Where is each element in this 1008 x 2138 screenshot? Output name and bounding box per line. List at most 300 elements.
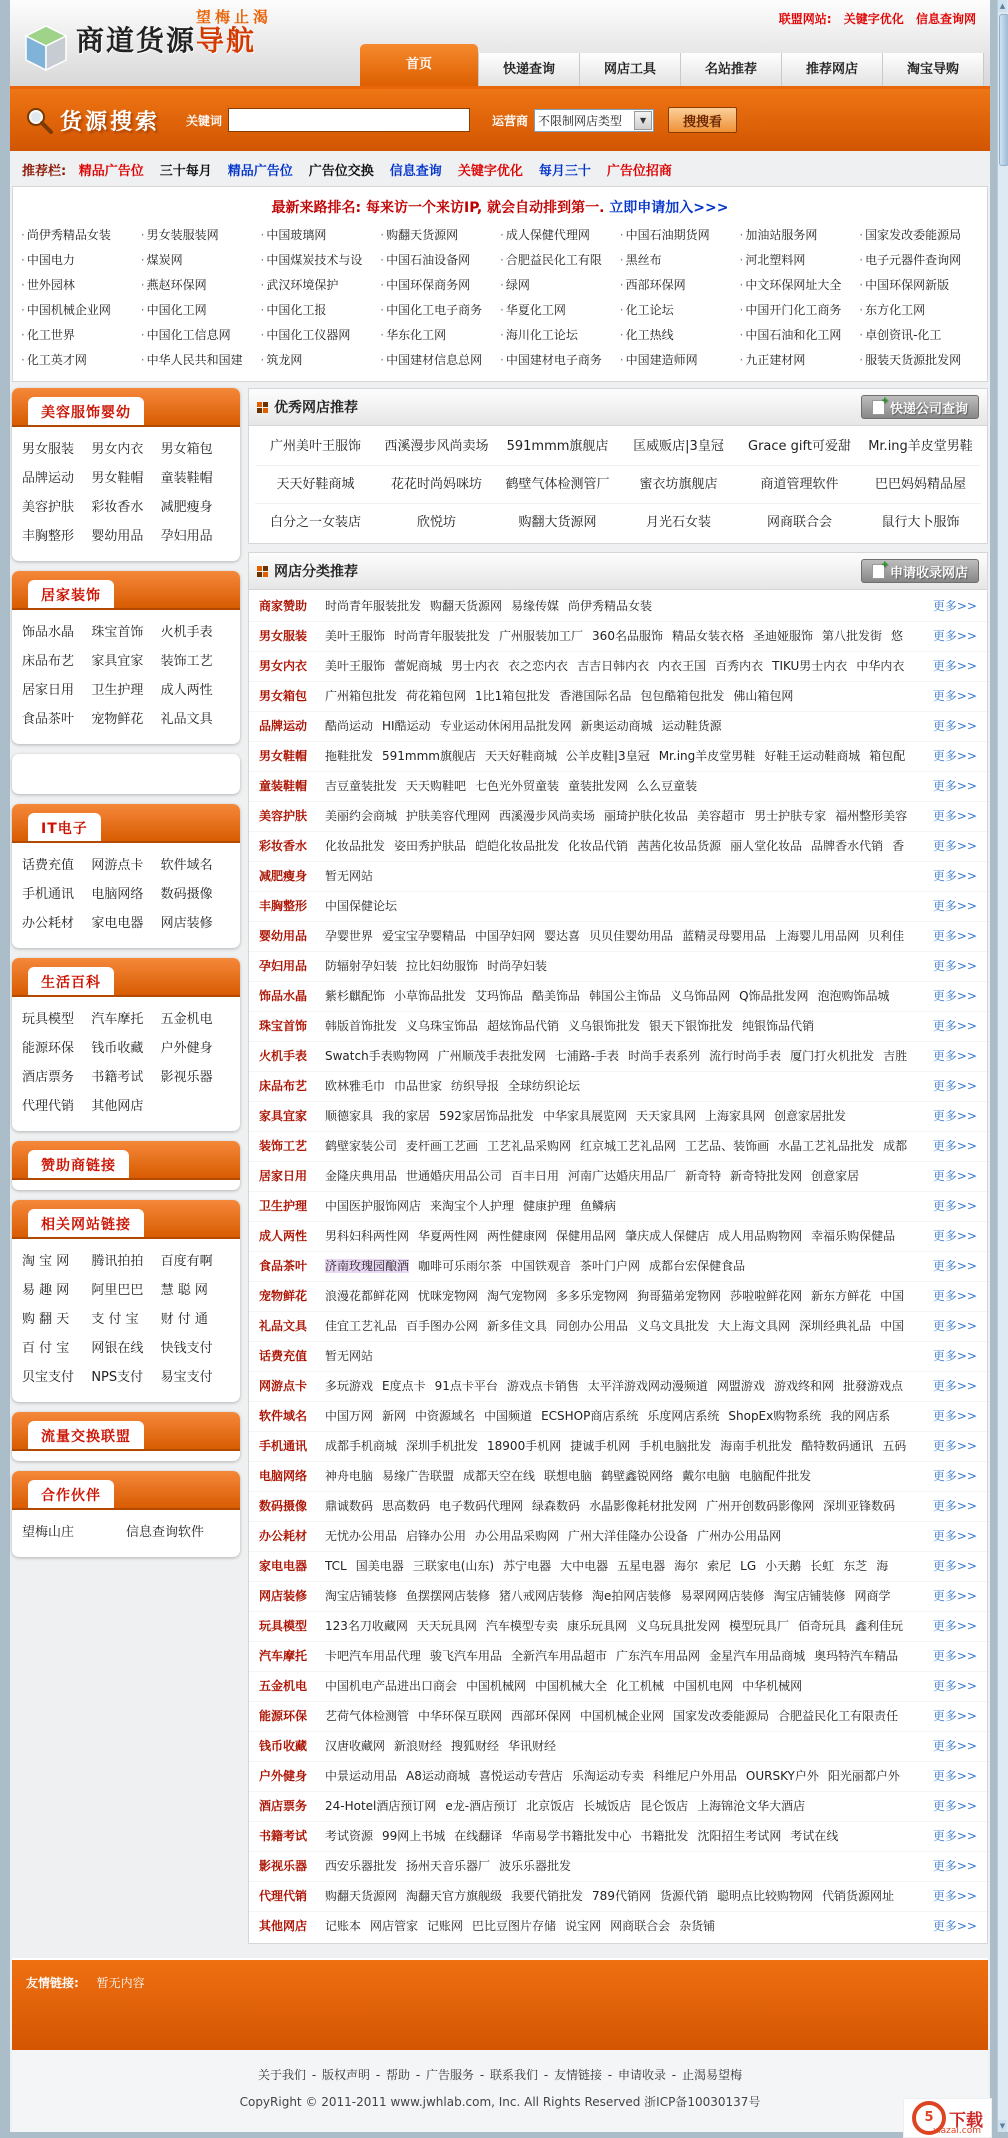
more-link[interactable]: 更多>> [932, 1559, 977, 1573]
category-site-link[interactable]: 书籍批发 [640, 1829, 689, 1843]
category-site-link[interactable]: 购翻天货源网 [430, 599, 503, 613]
shop-link[interactable]: 天天好鞋商城 [276, 477, 355, 492]
category-site-link[interactable]: 尚伊秀精品女装 [568, 599, 653, 613]
more-link[interactable]: 更多>> [932, 1079, 977, 1093]
category-site-link[interactable]: 长虹 [810, 1559, 835, 1573]
sidebar-link[interactable]: 饰品水晶 [22, 625, 75, 640]
category-site-link[interactable]: 化工机械 [616, 1679, 665, 1693]
category-label[interactable]: 彩妆香水 [259, 839, 308, 853]
category-site-link[interactable]: 考试在线 [790, 1829, 839, 1843]
category-site-link[interactable]: 中国机电产品进出口商会 [325, 1679, 458, 1693]
category-site-link[interactable]: 扬州天音乐器厂 [406, 1859, 491, 1873]
category-site-link[interactable]: 水晶影像耗材批发网 [589, 1499, 698, 1513]
category-site-link[interactable]: 中国保健论坛 [325, 899, 398, 913]
category-site-link[interactable]: 说宝网 [565, 1919, 602, 1933]
grid-link[interactable]: · 加油站服务网 [740, 223, 860, 248]
sidebar-link[interactable]: 男女服装 [22, 442, 75, 457]
grid-link[interactable]: · 西部环保网 [620, 273, 740, 298]
category-site-link[interactable]: 孕婴世界 [325, 929, 374, 943]
shop-link[interactable]: 花花时尚妈咪坊 [390, 477, 482, 492]
category-site-link[interactable]: 网商学 [854, 1589, 891, 1603]
category-site-link[interactable]: 美叶王服饰 [325, 629, 386, 643]
category-site-link[interactable]: 精品女装衣格 [671, 629, 744, 643]
category-site-link[interactable]: 广州大洋佳隆办公设备 [568, 1529, 689, 1543]
sidebar-link[interactable]: 婴幼用品 [91, 529, 144, 544]
category-label[interactable]: 珠宝首饰 [259, 1019, 308, 1033]
category-site-link[interactable]: 深圳经典礼品 [799, 1319, 872, 1333]
category-site-link[interactable]: 杂货铺 [679, 1919, 716, 1933]
grid-link[interactable]: · 电子元器件查询网 [859, 248, 979, 273]
category-site-link[interactable]: 18900手机网 [487, 1439, 562, 1453]
more-link[interactable]: 更多>> [932, 1799, 977, 1813]
category-label[interactable]: 男女鞋帽 [259, 749, 308, 763]
sidebar-link[interactable]: 电脑网络 [91, 887, 144, 902]
category-label[interactable]: 办公耗材 [259, 1529, 308, 1543]
category-site-link[interactable]: 广东汽车用品网 [616, 1649, 701, 1663]
category-site-link[interactable]: 游戏终和网 [773, 1379, 834, 1393]
category-site-link[interactable]: 昆仑饭店 [640, 1799, 689, 1813]
grid-link[interactable]: · 中国化工仪器网 [261, 323, 381, 348]
category-site-link[interactable]: 华夏两性网 [418, 1229, 479, 1243]
category-site-link[interactable]: 护肤美容代理网 [406, 809, 491, 823]
category-site-link[interactable]: 新东方鲜花 [811, 1289, 872, 1303]
more-link[interactable]: 更多>> [932, 1709, 977, 1723]
category-site-link[interactable]: 狗哥猫弟宠物网 [637, 1289, 722, 1303]
category-site-link[interactable]: 广州箱包批发 [325, 689, 398, 703]
category-site-link[interactable]: 天天好鞋商城 [485, 749, 558, 763]
category-site-link[interactable]: 好鞋王运动鞋商城 [764, 749, 861, 763]
category-site-link[interactable]: 多多乐宠物网 [556, 1289, 629, 1303]
sidebar-link[interactable]: 贝宝支付 [22, 1370, 75, 1385]
category-site-link[interactable]: 第八批发街 [821, 629, 882, 643]
category-site-link[interactable]: 新多佳文具 [487, 1319, 548, 1333]
union-link-info[interactable]: 信息查询网 [915, 12, 976, 26]
category-label[interactable]: 孕妇用品 [259, 959, 308, 973]
grid-link[interactable]: · 购翻天货源网 [380, 223, 500, 248]
category-label[interactable]: 丰胸整形 [259, 899, 308, 913]
union-link-keyword[interactable]: 关键字优化 [843, 12, 904, 26]
sidebar-link[interactable]: 阿里巴巴 [91, 1283, 144, 1298]
category-site-link[interactable]: 记账网 [427, 1919, 464, 1933]
category-site-link[interactable]: 捷诚手机网 [570, 1439, 631, 1453]
search-button[interactable]: 搜搜看 [668, 107, 737, 133]
category-site-link[interactable]: 591mmm旗舰店 [382, 749, 476, 763]
grid-link[interactable]: · 黑丝布 [620, 248, 740, 273]
shop-link[interactable]: 蜜衣坊旗舰店 [639, 477, 718, 492]
sidebar-link[interactable]: 礼品文具 [160, 712, 213, 727]
nav-tab-4[interactable]: 推荐网店 [781, 53, 882, 86]
grid-link[interactable]: · 中国建造师网 [620, 348, 740, 373]
sidebar-link[interactable]: 居家日用 [22, 683, 75, 698]
category-site-link[interactable]: 欧林雅毛巾 [325, 1079, 386, 1093]
category-site-link[interactable]: 贝利佳 [868, 929, 905, 943]
category-site-link[interactable]: 康乐玩具网 [566, 1619, 627, 1633]
category-site-link[interactable]: 泡泡购饰品城 [817, 989, 890, 1003]
category-label[interactable]: 玩具模型 [259, 1619, 308, 1633]
category-label[interactable]: 婴幼用品 [259, 929, 308, 943]
category-site-link[interactable]: 苏宁电器 [503, 1559, 552, 1573]
category-site-link[interactable]: 艺荷气体检测管 [325, 1709, 410, 1723]
category-site-link[interactable]: 喜悦运动专营店 [478, 1769, 563, 1783]
grid-link[interactable]: · 中国化工电子商务 [380, 298, 500, 323]
category-site-link[interactable]: 24-Hotel酒店预订网 [325, 1799, 437, 1813]
sidebar-link[interactable]: 床品布艺 [22, 654, 75, 669]
category-site-link[interactable]: 义乌文具批发 [637, 1319, 710, 1333]
category-site-link[interactable]: 运动鞋货源 [661, 719, 722, 733]
category-site-link[interactable]: 淘宝店铺装修 [325, 1589, 398, 1603]
category-site-link[interactable]: 骏飞汽车用品 [430, 1649, 503, 1663]
sidebar-link[interactable]: 汽车摩托 [91, 1012, 144, 1027]
express-query-button[interactable] [861, 395, 979, 419]
shop-link[interactable]: 购翻大货源网 [518, 515, 597, 530]
category-site-link[interactable]: 拉比妇幼服饰 [406, 959, 479, 973]
category-site-link[interactable]: e龙-酒店预订 [445, 1799, 518, 1813]
category-site-link[interactable]: 索尼 [707, 1559, 732, 1573]
grid-link[interactable]: · 男女装服装网 [141, 223, 261, 248]
sidebar-link[interactable]: 信息查询软件 [126, 1525, 205, 1540]
category-site-link[interactable]: 专业运动休闲用品批发网 [439, 719, 572, 733]
category-site-link[interactable]: 汽车模型专卖 [485, 1619, 558, 1633]
shop-link[interactable]: 月光石女装 [645, 515, 711, 530]
nav-tab-5[interactable]: 淘宝导购 [882, 53, 984, 86]
category-site-link[interactable]: 暂无网站 [325, 869, 374, 883]
category-site-link[interactable]: 小草饰品批发 [394, 989, 467, 1003]
more-link[interactable]: 更多>> [932, 1379, 977, 1393]
category-site-link[interactable]: 超炫饰品代销 [487, 1019, 560, 1033]
sidebar-link[interactable]: 网游点卡 [91, 858, 144, 873]
sidebar-link[interactable]: 代理代销 [22, 1099, 75, 1114]
category-site-link[interactable]: 中华环保互联网 [418, 1709, 503, 1723]
apply-join-link[interactable]: 立即申请加入>>> [609, 200, 729, 216]
grid-link[interactable]: · 东方化工网 [859, 298, 979, 323]
category-site-link[interactable]: 多玩游戏 [325, 1379, 374, 1393]
grid-link[interactable]: · 化工世界 [21, 323, 141, 348]
recommend-link[interactable]: 广告位招商 [606, 164, 672, 179]
category-site-link[interactable]: 西安乐器批发 [325, 1859, 398, 1873]
category-site-link[interactable]: 工艺礼品采购网 [487, 1139, 572, 1153]
sidebar-link[interactable]: NPS支付 [91, 1370, 144, 1385]
sidebar-link[interactable]: 男女箱包 [160, 442, 213, 457]
category-site-link[interactable]: 爱宝宝孕婴精品 [382, 929, 467, 943]
category-site-link[interactable]: 么么豆童装 [637, 779, 698, 793]
category-site-link[interactable]: 丽琦护肤化妆品 [604, 809, 689, 823]
category-label[interactable]: 男女服装 [259, 629, 308, 643]
category-site-link[interactable]: 天天玩具网 [416, 1619, 477, 1633]
category-site-link[interactable]: 代销货源网址 [821, 1889, 894, 1903]
category-site-link[interactable]: 百手图办公网 [406, 1319, 479, 1333]
sidebar-link[interactable]: 能源环保 [22, 1041, 75, 1056]
sidebar-link[interactable]: 童装鞋帽 [160, 471, 213, 486]
category-site-link[interactable]: 来淘宝个人护理 [430, 1199, 515, 1213]
more-link[interactable]: 更多>> [932, 1919, 977, 1933]
sidebar-link[interactable]: 装饰工艺 [160, 654, 213, 669]
category-site-link[interactable]: HI酷运动 [382, 719, 431, 733]
category-site-link[interactable]: 茶叶门户网 [580, 1259, 641, 1273]
footer-link[interactable]: 关于我们 [258, 2068, 307, 2082]
more-link[interactable]: 更多>> [932, 1769, 977, 1783]
more-link[interactable]: 更多>> [932, 1259, 977, 1273]
category-site-link[interactable]: 鑫利佳玩 [855, 1619, 904, 1633]
category-label[interactable]: 网游点卡 [259, 1379, 308, 1393]
category-site-link[interactable]: 考试资源 [325, 1829, 374, 1843]
grid-link[interactable]: · 华夏化工网 [500, 298, 620, 323]
category-label[interactable]: 话费充值 [259, 1349, 308, 1363]
more-link[interactable]: 更多>> [932, 1169, 977, 1183]
category-site-link[interactable]: 上海婴儿用品网 [775, 929, 860, 943]
category-site-link[interactable]: 公羊皮鞋|3皇冠 [566, 749, 650, 763]
category-site-link[interactable]: 酷美饰品 [532, 989, 581, 1003]
category-site-link[interactable]: 义乌珠宝饰品 [406, 1019, 479, 1033]
category-site-link[interactable]: 五码 [882, 1439, 907, 1453]
sidebar-link[interactable]: 购 翻 天 [22, 1312, 70, 1327]
category-site-link[interactable]: 流行时尚手表 [709, 1049, 782, 1063]
category-label[interactable]: 网店装修 [259, 1589, 308, 1603]
more-link[interactable]: 更多>> [932, 959, 977, 973]
grid-link[interactable]: · 武汉环境保护 [261, 273, 381, 298]
scroll-down-icon[interactable]: ▼ [999, 2122, 1006, 2130]
category-site-link[interactable]: 麦杆画工艺画 [406, 1139, 479, 1153]
more-link[interactable]: 更多>> [932, 1859, 977, 1873]
more-link[interactable]: 更多>> [932, 1019, 977, 1033]
category-site-link[interactable]: 易缘广告联盟 [382, 1469, 455, 1483]
category-site-link[interactable]: 新奇特 [685, 1169, 722, 1183]
scrollbar-thumb[interactable] [999, 14, 1008, 166]
category-site-link[interactable]: 淘翻天官方旗舰级 [406, 1889, 503, 1903]
category-site-link[interactable]: TCL [325, 1559, 347, 1573]
category-site-link[interactable]: 1比1箱包批发 [475, 689, 551, 703]
category-site-link[interactable]: 大上海文具网 [718, 1319, 791, 1333]
category-label[interactable]: 五金机电 [259, 1679, 308, 1693]
category-site-link[interactable]: 中国万网 [325, 1409, 374, 1423]
category-site-link[interactable]: 联想电脑 [544, 1469, 593, 1483]
category-site-link[interactable]: 忧咪宠物网 [418, 1289, 479, 1303]
category-label[interactable]: 能源环保 [259, 1709, 308, 1723]
sidebar-link[interactable]: 户外健身 [160, 1041, 213, 1056]
category-site-link[interactable]: 波乐乐器批发 [499, 1859, 572, 1873]
sidebar-link[interactable]: 品牌运动 [22, 471, 75, 486]
sidebar-link[interactable]: 百 付 宝 [22, 1341, 70, 1356]
sidebar-link[interactable]: 宠物鲜花 [91, 712, 144, 727]
shop-link[interactable]: Mr.ing羊皮堂男鞋 [868, 439, 973, 454]
category-site-link[interactable]: 游戏点卡销售 [506, 1379, 579, 1393]
category-site-link[interactable]: 记账本 [325, 1919, 362, 1933]
more-link[interactable]: 更多>> [932, 1349, 977, 1363]
category-site-link[interactable]: 成都台宏保健食品 [649, 1259, 746, 1273]
category-label[interactable]: 宠物鲜花 [259, 1289, 308, 1303]
sidebar-link[interactable]: 支 付 宝 [91, 1312, 139, 1327]
category-site-link[interactable]: 巴比豆图片存储 [472, 1919, 557, 1933]
category-site-link[interactable]: 艾玛饰品 [475, 989, 524, 1003]
category-site-link[interactable]: 我的网店系 [830, 1409, 891, 1423]
grid-link[interactable]: · 中国建材信息总网 [380, 348, 500, 373]
category-site-link[interactable]: 肇庆成人保健店 [625, 1229, 710, 1243]
sidebar-link[interactable]: 财 付 通 [160, 1312, 208, 1327]
category-label[interactable]: 家具宜家 [259, 1109, 308, 1123]
grid-link[interactable]: · 中国环保网新版 [859, 273, 979, 298]
more-link[interactable]: 更多>> [932, 689, 977, 703]
more-link[interactable]: 更多>> [932, 629, 977, 643]
sidebar-link[interactable]: 卫生护理 [91, 683, 144, 698]
category-label[interactable]: 男女箱包 [259, 689, 308, 703]
category-site-link[interactable]: 搜狐财经 [451, 1739, 500, 1753]
category-site-link[interactable]: 中国 [880, 1289, 905, 1303]
more-link[interactable]: 更多>> [932, 1739, 977, 1753]
category-site-link[interactable]: 中国医护服饰网店 [325, 1199, 422, 1213]
category-site-link[interactable]: 阳光丽都户外 [827, 1769, 900, 1783]
nav-tab-1[interactable]: 快递查询 [478, 53, 579, 86]
more-link[interactable]: 更多>> [932, 869, 977, 883]
category-site-link[interactable]: 鱼摆摆网店装修 [406, 1589, 491, 1603]
category-site-link[interactable]: 工艺品、装饰画 [685, 1139, 770, 1153]
category-site-link[interactable]: 模型玩具厂 [728, 1619, 789, 1633]
more-link[interactable]: 更多>> [932, 1139, 977, 1153]
category-site-link[interactable]: 时尚青年服装批发 [325, 599, 422, 613]
category-label[interactable]: 童装鞋帽 [259, 779, 308, 793]
sidebar-link[interactable]: 酒店票务 [22, 1070, 75, 1085]
sidebar-link[interactable]: 玩具模型 [22, 1012, 75, 1027]
more-link[interactable]: 更多>> [932, 659, 977, 673]
category-site-link[interactable]: 红京城工艺礼品网 [580, 1139, 677, 1153]
more-link[interactable]: 更多>> [932, 1499, 977, 1513]
category-label[interactable]: 电脑网络 [259, 1469, 308, 1483]
shop-link[interactable]: 欣悦坊 [416, 515, 456, 530]
category-site-link[interactable]: 化妆品代销 [568, 839, 629, 853]
sidebar-link[interactable]: 快钱支付 [160, 1341, 213, 1356]
grid-link[interactable]: · 中国石油期货网 [620, 223, 740, 248]
category-site-link[interactable]: 百丰日用 [511, 1169, 560, 1183]
category-label[interactable]: 户外健身 [259, 1769, 308, 1783]
category-label[interactable]: 商家赞助 [259, 599, 308, 613]
category-site-link[interactable]: 太平洋游戏网动漫频道 [587, 1379, 708, 1393]
category-label[interactable]: 其他网店 [259, 1919, 308, 1933]
category-site-link[interactable]: 批發游戏点 [842, 1379, 903, 1393]
category-site-link[interactable]: 789代销网 [592, 1889, 651, 1903]
category-site-link[interactable]: 西部环保网 [511, 1709, 572, 1723]
category-label[interactable]: 家电电器 [259, 1559, 308, 1573]
category-site-link[interactable]: 海尔 [674, 1559, 699, 1573]
grid-link[interactable]: · 中国开门化工商务 [740, 298, 860, 323]
category-site-link[interactable]: 全球纺织论坛 [508, 1079, 581, 1093]
grid-link[interactable]: · 筑龙网 [261, 348, 381, 373]
more-link[interactable]: 更多>> [932, 719, 977, 733]
footer-link[interactable]: 版权声明 [322, 2068, 371, 2082]
sidebar-link[interactable]: 美容护肤 [22, 500, 75, 515]
sidebar-link[interactable]: 易 趣 网 [22, 1283, 70, 1298]
recommend-link[interactable]: 关键字优化 [457, 164, 523, 179]
shop-link[interactable]: 网商联合会 [766, 515, 832, 530]
category-site-link[interactable]: 七色光外贸童装 [475, 779, 560, 793]
category-site-link[interactable]: 猪八戒网店装修 [499, 1589, 584, 1603]
grid-link[interactable]: · 华东化工网 [380, 323, 500, 348]
grid-link[interactable]: · 中国化工网 [141, 298, 261, 323]
sidebar-link[interactable]: 五金机电 [160, 1012, 213, 1027]
category-site-link[interactable]: 鱼鳞病 [580, 1199, 617, 1213]
category-site-link[interactable]: 保健用品网 [556, 1229, 617, 1243]
category-label[interactable]: 减肥瘦身 [259, 869, 308, 883]
category-site-link[interactable]: 中华机械网 [742, 1679, 803, 1693]
category-site-link[interactable]: 姿田秀护肤品 [394, 839, 467, 853]
category-label[interactable]: 男女内衣 [259, 659, 308, 673]
footer-link[interactable]: 帮助 [386, 2068, 411, 2082]
category-site-link[interactable]: 银天下银饰批发 [649, 1019, 734, 1033]
sidebar-link[interactable]: 影视乐器 [160, 1070, 213, 1085]
category-site-link[interactable]: 酷特数码通讯 [801, 1439, 874, 1453]
category-site-link[interactable]: 上海家具网 [704, 1109, 765, 1123]
category-site-link[interactable]: 沈阳招生考试网 [697, 1829, 782, 1843]
category-site-link[interactable]: 济南玫瑰园酿酒 [325, 1259, 410, 1273]
category-site-link[interactable]: 广州服装加工厂 [499, 629, 584, 643]
sidebar-link[interactable]: 淘 宝 网 [22, 1254, 70, 1269]
grid-link[interactable]: · 成人保健代理网 [500, 223, 620, 248]
category-site-link[interactable]: 蕾妮商城 [394, 659, 443, 673]
grid-link[interactable]: · 中国机械企业网 [21, 298, 141, 323]
category-site-link[interactable]: 中景运动用品 [325, 1769, 398, 1783]
category-site-link[interactable]: 易翠网网店装修 [680, 1589, 765, 1603]
category-label[interactable]: 卫生护理 [259, 1199, 308, 1213]
category-site-link[interactable]: 同创办公用品 [556, 1319, 629, 1333]
category-site-link[interactable]: 网盟游戏 [716, 1379, 765, 1393]
grid-link[interactable]: · 中国玻璃网 [261, 223, 381, 248]
grid-link[interactable]: · 尚伊秀精品女装 [21, 223, 141, 248]
sidebar-link[interactable]: 家电电器 [91, 916, 144, 931]
category-site-link[interactable]: 中国机械大全 [535, 1679, 608, 1693]
category-site-link[interactable]: 新奇特批发网 [730, 1169, 803, 1183]
category-site-link[interactable]: 电子数码代理网 [439, 1499, 524, 1513]
grid-link[interactable]: · 中国石油和化工网 [740, 323, 860, 348]
category-site-link[interactable]: 百秀内衣 [715, 659, 764, 673]
category-site-link[interactable]: 创意家居批发 [773, 1109, 846, 1123]
sidebar-link[interactable]: 话费充值 [22, 858, 75, 873]
shop-link[interactable]: 匡威贩店|3皇冠 [633, 439, 724, 454]
more-link[interactable]: 更多>> [932, 1529, 977, 1543]
category-site-link[interactable]: 科维尼户外用品 [652, 1769, 737, 1783]
category-site-link[interactable]: 易缘传媒 [511, 599, 560, 613]
category-site-link[interactable]: 淘e拍网店装修 [592, 1589, 672, 1603]
grid-link[interactable]: · 河北塑料网 [740, 248, 860, 273]
category-site-link[interactable]: 91点卡平台 [434, 1379, 498, 1393]
category-site-link[interactable]: 99网上书城 [382, 1829, 446, 1843]
category-label[interactable]: 酒店票务 [259, 1799, 308, 1813]
more-link[interactable]: 更多>> [932, 1679, 977, 1693]
grid-link[interactable]: · 卓创资讯-化工 [859, 323, 979, 348]
shop-link[interactable]: 鹤壁气体检测管厂 [505, 477, 610, 492]
category-site-link[interactable]: 国美电器 [355, 1559, 404, 1573]
more-link[interactable]: 更多>> [932, 1289, 977, 1303]
category-site-link[interactable]: 思高数码 [382, 1499, 431, 1513]
sidebar-link[interactable]: 成人两性 [160, 683, 213, 698]
sidebar-link[interactable]: 望梅山庄 [22, 1525, 75, 1540]
sidebar-link[interactable]: 手机通讯 [22, 887, 75, 902]
category-site-link[interactable]: 吉吉日韩内衣 [577, 659, 650, 673]
category-label[interactable]: 钱币收藏 [259, 1739, 308, 1753]
category-site-link[interactable]: 包包酷箱包批发 [640, 689, 725, 703]
category-site-link[interactable]: 中国孕妇网 [475, 929, 536, 943]
category-site-link[interactable]: TIKU男士内衣 [772, 659, 848, 673]
category-site-link[interactable]: A8运动商城 [406, 1769, 470, 1783]
category-site-link[interactable]: 悠 [891, 629, 904, 643]
sidebar-link[interactable]: 慧 聪 网 [160, 1283, 208, 1298]
category-site-link[interactable]: 戴尔电脑 [682, 1469, 731, 1483]
category-site-link[interactable]: 三联家电(山东) [412, 1559, 495, 1573]
category-site-link[interactable]: E度点卡 [382, 1379, 426, 1393]
category-site-link[interactable]: 丽人堂化妆品 [730, 839, 803, 853]
category-site-link[interactable]: 淘宝店铺装修 [773, 1589, 846, 1603]
category-site-link[interactable]: 货源代销 [659, 1889, 708, 1903]
shop-link[interactable]: 商道管理软件 [760, 477, 839, 492]
category-site-link[interactable]: 紫杉麒配饰 [325, 989, 386, 1003]
category-site-link[interactable]: 中华家具展览网 [542, 1109, 627, 1123]
shop-link[interactable]: 巴巴妈妈精品屋 [874, 477, 966, 492]
